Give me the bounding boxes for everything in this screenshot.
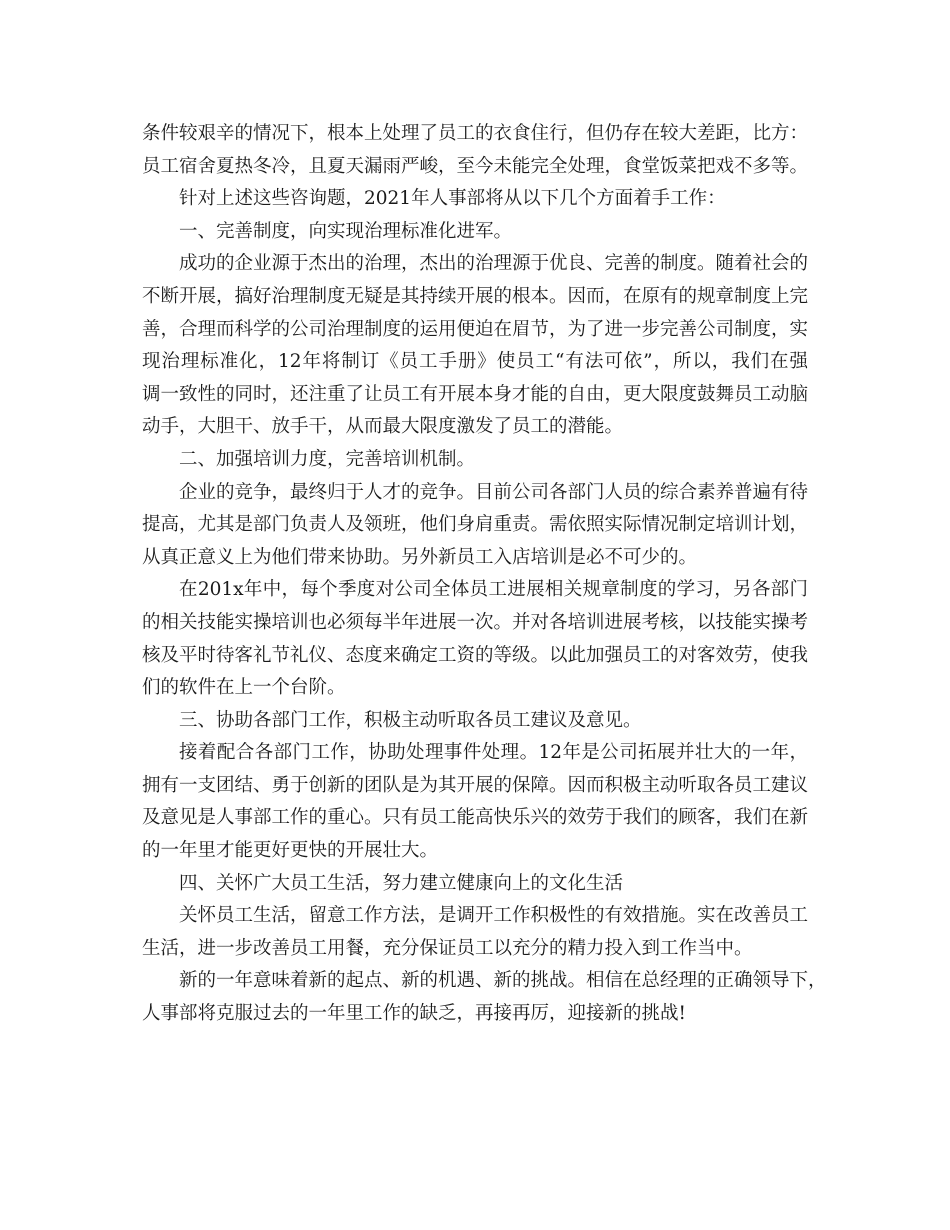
text-line: 的相关技能实操培训也必须每半年进展一次。并对各培训进展考核，以技能实操考 xyxy=(142,611,809,633)
text-line: 善，合理而科学的公司治理制度的运用便迫在眉节，为了进一步完善公司制度，实 xyxy=(142,318,809,340)
text-line: 条件较艰辛的情况下，根本上处理了员工的衣食住行，但仍存在较大差距，比方： xyxy=(142,123,809,144)
text-line: 一、完善制度，向实现治理标准化进军。 xyxy=(179,220,513,242)
text-line: 拥有一支团结、勇于创新的团队是为其开展的保障。因而积极主动听取各员工建议 xyxy=(142,774,809,796)
text-line: 四、关怀广大员工生活，努力建立健康向上的文化生活 xyxy=(179,872,624,894)
text-line: 的一年里才能更好更快的开展壮大。 xyxy=(142,840,439,862)
text-line: 动手，大胆干、放手干，从而最大限度激发了员工的潜能。 xyxy=(142,416,624,438)
text-line: 提高，尤其是部门负责人及领班，他们身肩重责。需依照实际情况制定培训计划， xyxy=(142,514,809,536)
text-line: 现治理标准化，12年将制订《员工手册》使员工“有法可依”，所以，我们在强 xyxy=(142,351,808,373)
text-line: 调一致性的同时，还注重了让员工有开展本身才能的自由，更大限度鼓舞员工动脑 xyxy=(142,383,809,405)
text-line: 企业的竞争，最终归于人才的竞争。目前公司各部门人员的综合素养普遍有待 xyxy=(179,481,809,503)
text-line: 关怀员工生活，留意工作方法，是调开工作积极性的有效措施。实在改善员工 xyxy=(179,905,809,927)
text-line: 从真正意义上为他们带来协助。另外新员工入店培训是必不可少的。 xyxy=(142,546,698,568)
text-line: 二、加强培训力度，完善培训机制。 xyxy=(179,448,476,470)
text-line: 针对上述这些咨询题，2021年人事部将从以下几个方面着手工作： xyxy=(179,188,726,210)
document-body xyxy=(142,118,827,1031)
text-line: 在201x年中，每个季度对公司全体员工进展相关规章制度的学习，另各部门 xyxy=(179,579,808,601)
text-line: 三、协助各部门工作，积极主动听取各员工建议及意见。 xyxy=(179,709,642,731)
text-line: 员工宿舍夏热冬冷，且夏天漏雨严峻，至今未能完全处理，食堂饭菜把戏不多等。 xyxy=(142,155,809,177)
text-line: 不断开展，搞好治理制度无疑是其持续开展的根本。因而，在原有的规章制度上完 xyxy=(142,285,809,307)
text-line: 生活，进一步改善员工用餐，充分保证员工以充分的精力投入到工作当中。 xyxy=(142,937,753,959)
text-line: 核及平时待客礼节礼仪、态度来确定工资的等级。以此加强员工的对客效劳，使我 xyxy=(142,644,809,666)
text-line: 接着配合各部门工作，协助处理事件处理。12年是公司拓展并壮大的一年， xyxy=(179,742,808,764)
text-line: 们的软件在上一个台阶。 xyxy=(142,677,346,699)
text-line: 新的一年意味着新的起点、新的机遇、新的挑战。相信在总经理的正确领导下， xyxy=(179,970,827,992)
text-line: 成功的企业源于杰出的治理，杰出的治理源于优良、完善的制度。随着社会的 xyxy=(179,253,809,275)
text-line: 及意见是人事部工作的重心。只有员工能高快乐兴的效劳于我们的顾客，我们在新 xyxy=(142,807,809,829)
text-line: 人事部将克服过去的一年里工作的缺乏，再接再厉，迎接新的挑战! xyxy=(142,1003,686,1025)
